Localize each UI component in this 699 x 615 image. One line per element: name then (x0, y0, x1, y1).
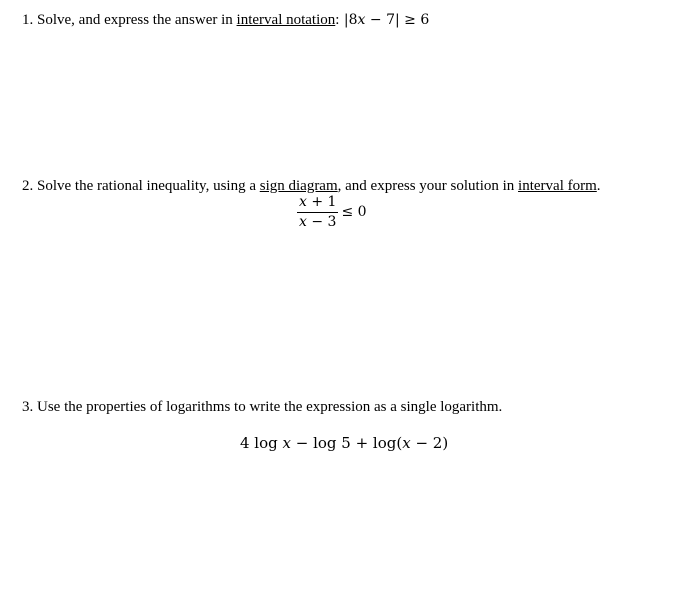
question-2-text: 2. Solve the rational inequality, using a (22, 178, 260, 194)
question-3 (22, 398, 502, 416)
sign-diagram-underlined: sign diagram (259, 178, 338, 194)
inequality-rest: − 7| ≥ 6 (365, 12, 430, 28)
expr-variable-2: x (402, 434, 411, 452)
question-1 (22, 11, 429, 29)
fraction-numerator (297, 194, 338, 213)
expr-part-a: 4 log (240, 434, 283, 452)
question-1-text: 1. Solve, and express the answer in (22, 12, 237, 28)
expr-part-b: − log 5 + log( (290, 434, 403, 452)
abs-open: |8 (339, 12, 358, 28)
question-1-colon: : (335, 12, 340, 28)
denominator-rest: − 3 (306, 214, 337, 230)
question-3-text: 3. Use the properties of logarithms to write the expression as a single logarithm. (22, 399, 503, 415)
interval-notation-underlined: interval notation (236, 12, 336, 28)
question-2 (22, 177, 601, 195)
variable-x: x (357, 12, 366, 28)
inequality-relation: ≤ 0 (341, 204, 367, 220)
question-1-inequality (339, 12, 429, 28)
expr-variable-1: x (282, 434, 291, 452)
interval-form-underlined: interval form (518, 178, 597, 194)
numerator-variable: x (299, 194, 307, 210)
logarithm-expression (240, 433, 448, 453)
question-2-period: . (596, 178, 601, 194)
question-2-mid-text: , and express your solution in (337, 178, 519, 194)
expr-part-c: − 2) (410, 434, 449, 452)
rational-inequality (297, 194, 367, 231)
fraction (297, 194, 338, 231)
numerator-rest: + 1 (306, 194, 337, 210)
denominator-variable: x (299, 214, 307, 230)
fraction-denominator (297, 213, 338, 231)
